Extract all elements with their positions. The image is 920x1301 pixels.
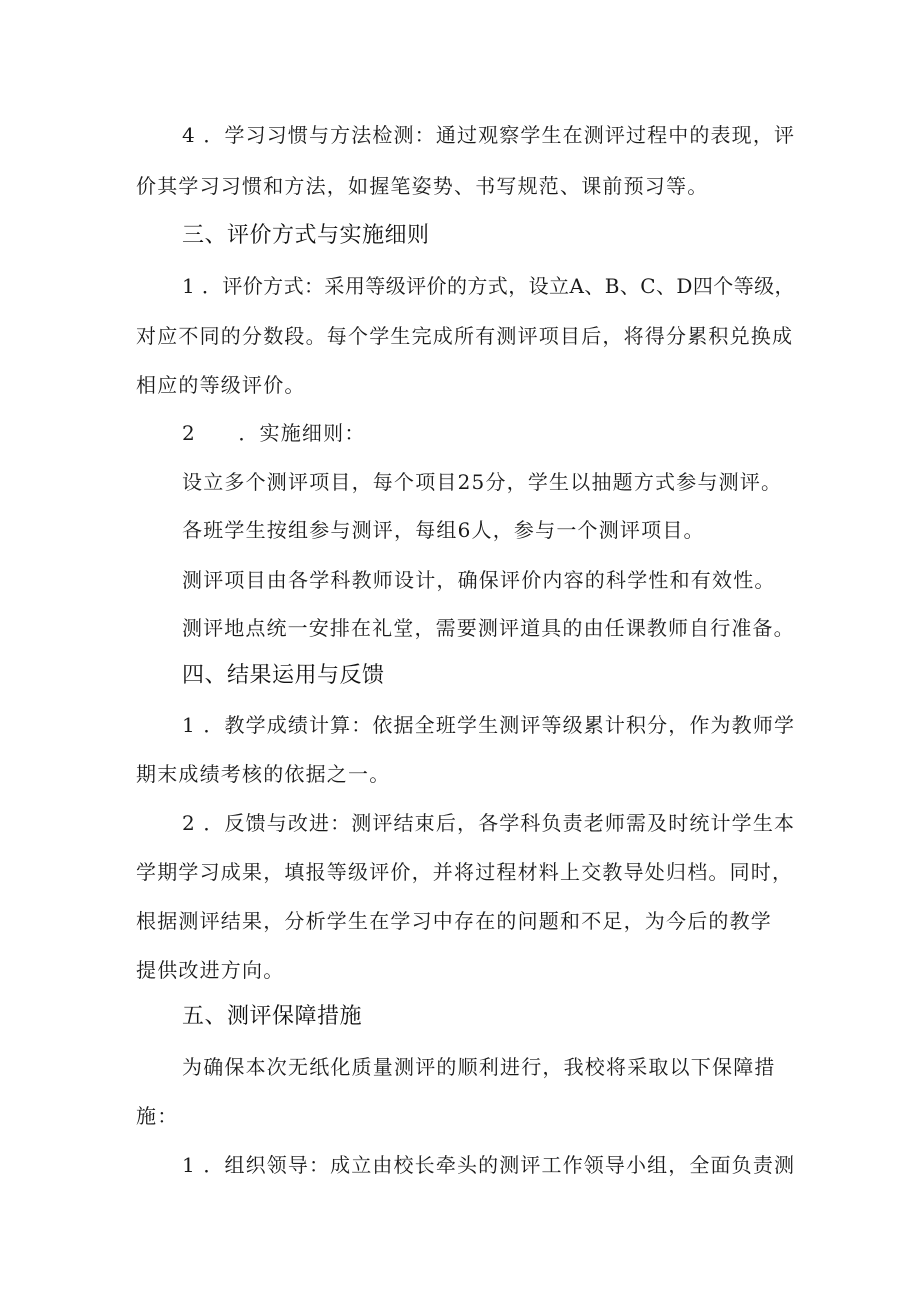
implementation-item-3: 测评项目由各学科教师设计，确保评价内容的科学性和有效性。 (182, 568, 776, 592)
section-heading-3: 三、评价方式与实施细则 (182, 223, 430, 248)
evaluation-method-line-3: 相应的等级评价。 (136, 373, 306, 397)
implementation-item-4: 测评地点统一安排在礼堂，需要测评道具的由任课教师自行准备。 (182, 616, 795, 640)
paragraph-4-line-1: 4 ．学习习惯与方法检测：通过观察学生在测评过程中的表现，评 (182, 123, 796, 147)
safeguards-intro-line-1: 为确保本次无纸化质量测评的顺利进行，我校将采取以下保障措 (182, 1055, 776, 1079)
results-item-1-line-2: 期末成绩考核的依据之一。 (136, 762, 391, 786)
results-item-2-line-4: 提供改进方向。 (136, 958, 285, 982)
evaluation-method-line-1: 1 ．评价方式：采用等级评价的方式，设立A、B、C、D四个等级， (182, 274, 795, 298)
paragraph-4-line-2: 价其学习习惯和方法，如握笔姿势、书写规范、课前预习等。 (136, 174, 709, 198)
implementation-item-1: 设立多个测评项目，每个项目25分，学生以抽题方式参与测评。 (182, 470, 783, 494)
evaluation-method-line-2: 对应不同的分数段。每个学生完成所有测评项目后，将得分累积兑换成 (136, 324, 794, 348)
results-item-2-line-1: 2 ．反馈与改进：测评结束后，各学科负责老师需及时统计学生本 (182, 811, 796, 835)
implementation-item-2: 各班学生按组参与测评，每组6人，参与一个测评项目。 (182, 518, 705, 542)
safeguards-item-1-line-1: 1 ．组织领导：成立由校长牵头的测评工作领导小组，全面负责测 (182, 1153, 796, 1177)
results-item-2-line-3: 根据测评结果，分析学生在学习中存在的问题和不足，为今后的教学 (136, 909, 772, 933)
section-heading-4: 四、结果运用与反馈 (182, 663, 385, 688)
section-heading-5: 五、测评保障措施 (182, 1004, 363, 1029)
implementation-heading: 2 ．实施细则： (182, 421, 366, 445)
results-item-2-line-2: 学期学习成果，填报等级评价，并将过程材料上交教导处归档。同时， (136, 860, 794, 884)
results-item-1-line-1: 1 ．教学成绩计算：依据全班学生测评等级累计积分，作为教师学 (182, 713, 796, 737)
safeguards-intro-line-2: 施： (136, 1104, 179, 1128)
